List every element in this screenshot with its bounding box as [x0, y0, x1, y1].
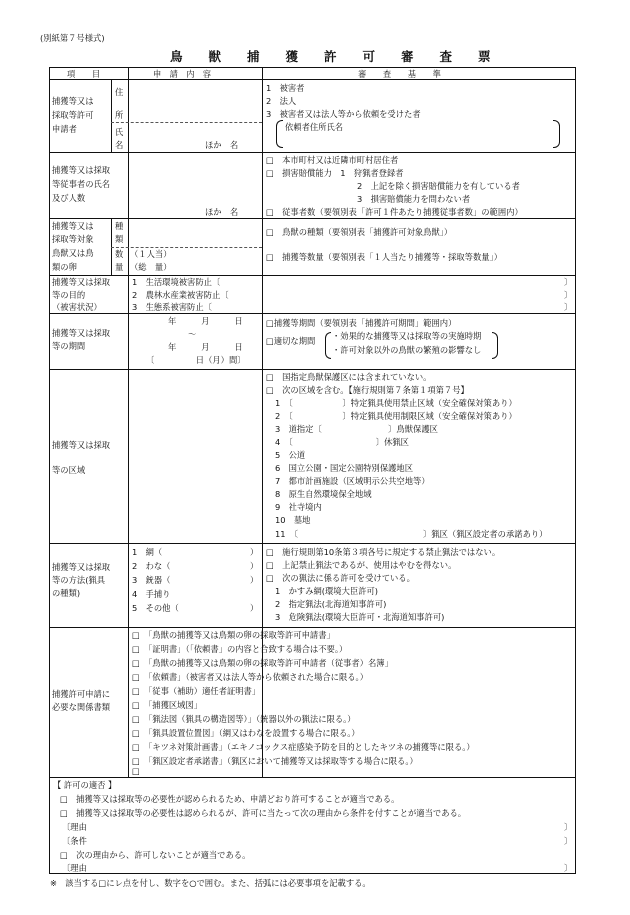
criteria-line: □ 次の区域を含む。【施行規則第７条第１項第７号】: [266, 385, 469, 395]
criteria-line: □ 国指定鳥獣保護区には含まれていない。: [266, 372, 432, 382]
area-option: 5 公道: [275, 450, 306, 460]
method-option: 3 銃器（: [132, 575, 171, 585]
document-item: □ 「猟法図（猟具の構造図等）」（銃器以外の猟法に限る。）: [132, 714, 356, 724]
bracket: [553, 120, 560, 148]
header-criteria: 審 査 基 準: [358, 69, 441, 79]
criteria-line: ・効果的な捕獲等又は採取等の実施時期: [332, 331, 482, 341]
label-line: 捕獲許可申請に: [52, 689, 111, 699]
label-line: 類の卵: [52, 262, 77, 272]
method-option: 5 その他（: [132, 603, 179, 613]
area-option: 3 道指定〔 〕鳥獣保護区: [275, 424, 438, 434]
form-number: (別紙第７号様式): [40, 33, 105, 43]
bracket-close: 〕: [564, 863, 573, 873]
reason-field: 〔理由: [62, 822, 87, 832]
condition-field: 〔条件: [62, 836, 87, 846]
sub-label: 氏: [115, 127, 124, 137]
date-tilde: ～: [188, 329, 197, 339]
area-option: 7 都市計画施設（区域明示公共空地等）: [275, 476, 430, 486]
label-line: （被害状況）: [52, 302, 102, 312]
label-line: 捕獲等又は: [52, 96, 94, 106]
verdict-option: □ 捕獲等又は採取等の必要性は認められるが、許可に当たって次の理由から条件を付すことが適当である。: [60, 808, 467, 818]
label-line: 捕獲等又は採取: [52, 165, 111, 175]
sub-label: 住: [115, 87, 124, 97]
criteria-line: 3 損害賠償能力を問わない者: [357, 194, 471, 204]
header-item: 項 目: [67, 69, 101, 79]
label-line: 採取等対象: [52, 234, 94, 244]
document-item: □ 「証明書」（「依頼書」の内容と合致する場合は不要。）: [132, 644, 348, 654]
criteria-line: □ 損害賠償能力 1 狩猟者登録者: [266, 168, 404, 178]
purpose-option: 1 生活環境被害防止〔: [132, 277, 221, 287]
verdict-heading: 【 許可の適否 】: [53, 780, 117, 790]
area-option: 8 原生自然環境保全地域: [275, 489, 372, 499]
area-option: 4 〔 〕休猟区: [275, 437, 409, 447]
bracket: [325, 332, 331, 359]
verdict-option: □ 次の理由から、許可しないことが適当である。: [60, 850, 251, 860]
footnote: ※ 該当する□にレ点を付し、数字を○で囲む。また、括弧には必要事項を記載する。: [50, 878, 371, 888]
bracket-close: 〕: [564, 290, 573, 300]
sub-label: 所: [115, 110, 124, 120]
bracket: [492, 332, 498, 359]
document-item: □ 「鳥獣の捕獲等又は鳥類の卵の採取等許可申請書」: [132, 630, 335, 640]
others-count: ほか 名: [205, 140, 239, 150]
criteria-line: □捕獲等期間（要領別表「捕獲許可期間」範囲内）: [266, 318, 457, 328]
criteria-line: □ 鳥獣の種類（要領別表「捕獲許可対象鳥獣」）: [266, 227, 453, 237]
area-option: 9 社寺境内: [275, 502, 322, 512]
label-line: 捕獲等又は採取: [52, 277, 111, 287]
bracket: [276, 120, 283, 148]
qty-total: （総 量）: [130, 262, 172, 272]
document-item: □ 「猟区設定者承諾書」（猟区において捕獲等又は採取等する場合に限る。）: [132, 756, 418, 766]
label-line: 必要な関係書類: [52, 702, 111, 712]
label-line: 捕獲等又は採取: [52, 562, 111, 572]
label-line: 等の区域: [52, 465, 86, 475]
label-line: 採取等許可: [52, 110, 94, 120]
area-option-end: 〕猟区（猟区設定者の承諾あり）: [423, 529, 548, 539]
criteria-line: □適切な期間: [266, 336, 316, 346]
others-count: ほか 名: [205, 207, 239, 217]
label-line: 捕獲等又は採取: [52, 440, 111, 450]
criteria-line: □ 施行規則第10条第３項各号に規定する禁止猟法ではない。: [266, 547, 501, 557]
label-line: 鳥獣又は鳥: [52, 248, 94, 258]
area-option: 6 国立公園・国定公園特別保護地区: [275, 463, 414, 473]
sub-label: 名: [115, 140, 124, 150]
page-title: 鳥獣捕獲許可審査票: [170, 49, 517, 64]
area-option: 2 〔 〕特定猟具使用制限区域（安全確保対策あり）: [275, 411, 517, 421]
bracket-close: ）: [250, 603, 259, 613]
document-item: □ 「従事（補助）適任者証明書」: [132, 686, 261, 696]
document-item: □ 「依頼書」（被害者又は法人等から依頼された場合に限る。）: [132, 672, 369, 682]
method-option: 1 網（: [132, 547, 163, 557]
criteria-line: □ 上記禁止猟法であるが、使用はやむを得ない。: [266, 560, 457, 570]
document-item: □ 「鳥獣の捕獲等又は鳥類の卵の採取等許可申請者（従事者）名簿」: [132, 658, 393, 668]
reason-field: 〔理由: [62, 863, 87, 873]
method-option: 4 手捕り: [132, 589, 171, 599]
header-content: 申 請 内 容: [153, 69, 212, 79]
area-option: 1 〔 〕特定猟具使用禁止区域（安全確保対策あり）: [275, 398, 517, 408]
bracket-close: 〕: [564, 822, 573, 832]
purpose-option: 2 農林水産業被害防止〔: [132, 290, 229, 300]
bracket-close: ）: [250, 561, 259, 571]
qty-per-person: （１人当）: [130, 249, 172, 259]
sub-label: 数: [115, 249, 124, 259]
duration: 〔 日（月）間〕: [146, 355, 246, 365]
label-line: 申請者: [52, 124, 77, 134]
bracket-close: ）: [250, 575, 259, 585]
document-item: □ 「猟具設置位置図」（網又はわなを設置する場合に限る。）: [132, 728, 360, 738]
criteria-line: 3 危険猟法(環境大臣許可・北海道知事許可): [275, 612, 445, 622]
label-line: 及び人数: [52, 193, 86, 203]
criteria-line: 3 被害者又は法人等から依頼を受けた者: [266, 109, 421, 119]
criteria-line: □ 本市町村又は近隣市町村居住者: [266, 155, 399, 165]
document-item: □ 「捕獲区域図」: [132, 700, 203, 710]
end-date: 年 月 日: [168, 342, 243, 352]
label-line: の種類): [52, 588, 81, 598]
bracket-close: ）: [250, 547, 259, 557]
sub-label: 量: [115, 262, 124, 272]
label-line: 等の方法(猟具: [52, 575, 106, 585]
criteria-line: □ 次の猟法に係る許可を受けている。: [266, 573, 415, 583]
criteria-line: 1 被害者: [266, 83, 305, 93]
label-line: 等の目的: [52, 290, 86, 300]
criteria-line: □ 従事者数（要領別表「許可１件あたり捕獲従事者数」の範囲内）: [266, 207, 523, 217]
criteria-line: 依頼者住所氏名: [285, 122, 344, 132]
document-item: □: [132, 766, 140, 776]
label-line: 等の期間: [52, 341, 86, 351]
document-item: □ 「キツネ対策計画書」（エキノコックス症感染予防を目的としたキツネの捕獲等に限る。）: [132, 742, 475, 752]
label-line: 捕獲等又は採取: [52, 328, 111, 338]
criteria-line: 1 かすみ網(環境大臣許可): [275, 586, 379, 596]
purpose-option: 3 生態系被害防止〔: [132, 302, 212, 312]
criteria-line: 2 指定猟法(北海道知事許可): [275, 599, 387, 609]
bracket-close: 〕: [564, 277, 573, 287]
label-line: 等従事者の氏名: [52, 179, 111, 189]
area-option: 10 墓地: [275, 515, 311, 525]
label-line: 捕獲等又は: [52, 221, 94, 231]
verdict-option: □ 捕獲等又は採取等の必要性が認められるため、申請どおり許可することが適当である。: [60, 794, 400, 804]
criteria-line: □ 捕獲等数量（要領別表「１人当たり捕獲等・採取等数量」）: [266, 252, 503, 262]
method-option: 2 わな（: [132, 561, 171, 571]
criteria-line: ・許可対象以外の鳥獣の繁殖の影響なし: [332, 345, 482, 355]
criteria-line: 2 上記を除く損害賠償能力を有している者: [357, 181, 520, 191]
sub-label: 種: [115, 221, 124, 231]
area-option: 11 〔: [275, 529, 299, 539]
bracket-close: 〕: [564, 302, 573, 312]
sub-label: 類: [115, 234, 124, 244]
start-date: 年 月 日: [168, 316, 243, 326]
criteria-line: 2 法人: [266, 96, 297, 106]
bracket-close: 〕: [564, 836, 573, 846]
